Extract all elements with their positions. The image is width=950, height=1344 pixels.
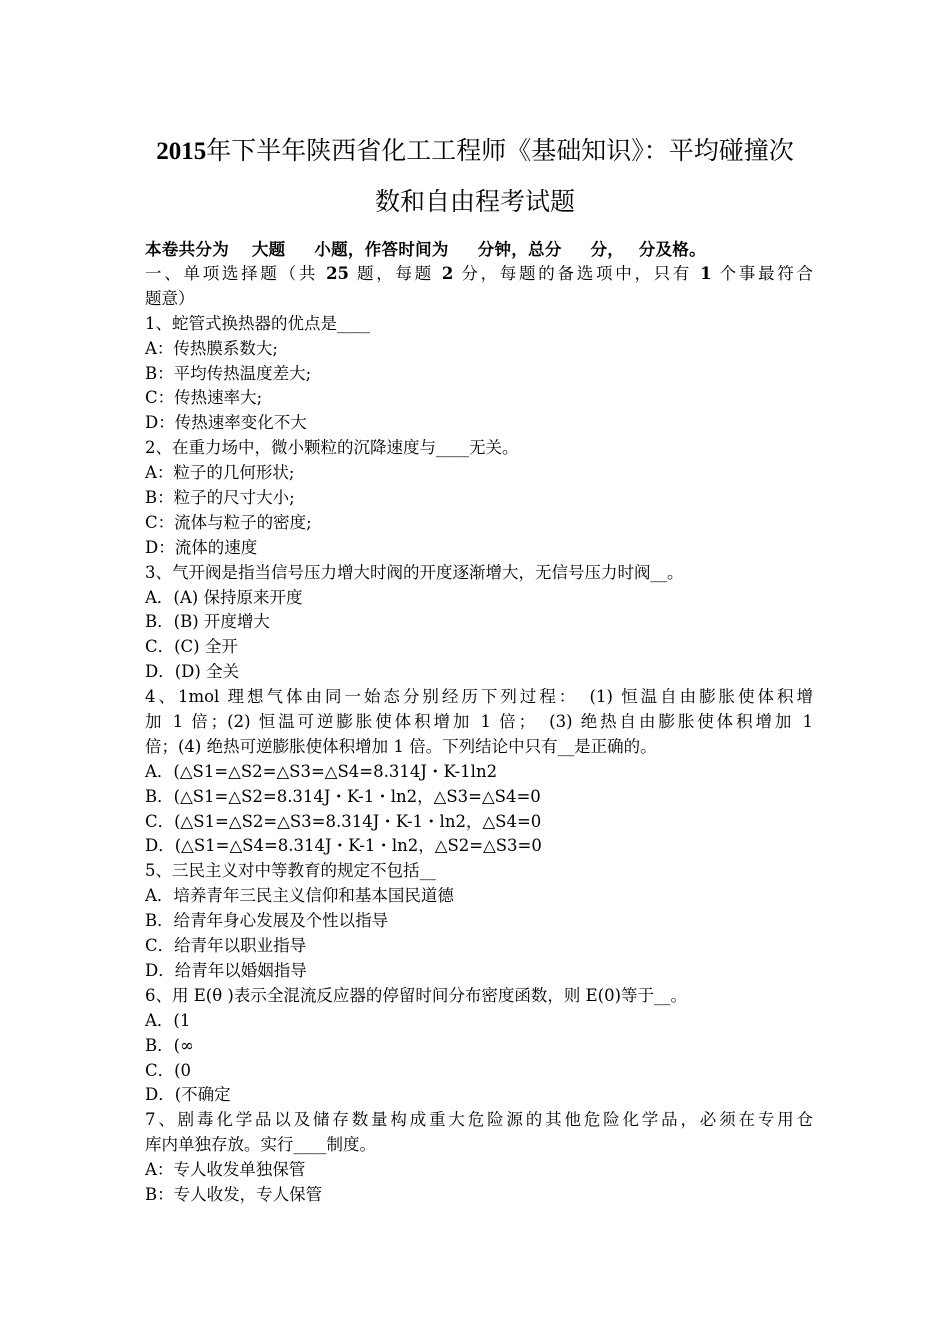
section-heading-line-2: 题意）: [145, 288, 195, 308]
question-6-option-d: D．(不确定: [145, 1085, 231, 1105]
question-4-stem-line-2: 加 1 倍；(2) 恒温可逆膨胀使体积增加 1 倍； (3) 绝热自由膨胀使体积增加 1: [145, 712, 813, 732]
question-3-option-a: A．(A) 保持原来开度: [145, 587, 303, 607]
document-title-line-1: [100, 134, 850, 169]
title-year: 2015: [156, 138, 207, 165]
question-7-stem-line-1: 7、剧毒化学品以及储存数量构成重大危险源的其他危险化学品，必须在专用仓: [145, 1110, 813, 1130]
question-7-option-a: A：专人收发单独保管: [145, 1160, 306, 1180]
question-7-stem-line-2: 库内单独存放。实行____制度。: [145, 1135, 376, 1155]
question-3-option-d: D．(D) 全关: [145, 662, 240, 682]
question-score: 2: [441, 264, 454, 283]
question-2-option-d: D：流体的速度: [145, 537, 258, 557]
question-2-option-a: A：粒子的几何形状;: [145, 463, 295, 483]
exam-info-line: 本卷共分为 大题 小题，作答时间为 分钟，总分 分， 分及格。: [145, 240, 706, 259]
answer-count: 1: [700, 264, 712, 283]
question-7-option-b: B：专人收发，专人保管: [145, 1184, 323, 1204]
question-2-stem: 2、在重力场中，微小颗粒的沉降速度与____无关。: [145, 438, 519, 458]
question-body: [145, 262, 813, 1208]
question-5-option-a: A．培养青年三民主义信仰和基本国民道德: [145, 886, 454, 906]
question-1-option-d: D：传热速率变化不大: [145, 413, 307, 433]
question-6-option-b: B．(∞: [145, 1035, 194, 1055]
question-5-option-b: B．给青年身心发展及个性以指导: [145, 911, 389, 931]
question-1-option-b: B：平均传热温度差大;: [145, 363, 312, 383]
question-4-option-b: B．(△S1=△S2=8.314J・K-1・ln2，△S3=△S4=0: [145, 786, 541, 806]
question-2-option-b: B：粒子的尺寸大小;: [145, 488, 295, 508]
question-3-option-c: C．(C) 全开: [145, 637, 238, 657]
question-1-option-c: C：传热速率大;: [145, 388, 263, 408]
title-text: 年下半年陕西省化工工程师《基础知识》：平均碰撞次: [206, 136, 794, 165]
question-3-option-b: B．(B) 开度增大: [145, 612, 270, 632]
section-heading-line-1: 一、单项选择题（共 25 题，每题 2 分，每题的备选项中，只有 1 个事最符合: [145, 264, 813, 283]
question-4-stem-line-1: 4、1mol 理想气体由同一始态分别经历下列过程： (1) 恒温自由膨胀使体积增: [145, 687, 813, 707]
question-4-option-d: D．(△S1=△S4=8.314J・K-1・ln2，△S2=△S3=0: [145, 836, 542, 856]
question-3-stem: 3、气开阀是指当信号压力增大时阀的开度逐渐增大，无信号压力时阀__。: [145, 562, 684, 582]
question-6-option-a: A．(1: [145, 1010, 191, 1030]
question-count: 25: [326, 264, 350, 283]
question-1-stem: 1、蛇管式换热器的优点是____: [145, 313, 370, 333]
document-title-line-2: 数和自由程考试题: [374, 187, 575, 216]
question-1-option-a: A：传热膜系数大;: [145, 338, 278, 358]
question-5-stem: 5、三民主义对中等教育的规定不包括__: [145, 861, 436, 881]
question-5-option-c: C．给青年以职业指导: [145, 936, 307, 956]
question-4-option-c: C．(△S1=△S2=△S3=8.314J・K-1・ln2，△S4=0: [145, 811, 542, 831]
question-5-option-d: D．给青年以婚姻指导: [145, 960, 307, 980]
question-2-option-c: C：流体与粒子的密度;: [145, 512, 312, 532]
question-4-option-a: A．(△S1=△S2=△S3=△S4=8.314J・K-1ln2: [145, 761, 498, 781]
question-6-option-c: C．(0: [145, 1060, 192, 1080]
question-4-stem-line-3: 倍；(4) 绝热可逆膨胀使体积增加 1 倍。下列结论中只有__是正确的。: [145, 736, 657, 756]
question-6-stem: 6、用 E(θ )表示全混流反应器的停留时间分布密度函数，则 E(0)等于__。: [145, 985, 688, 1005]
